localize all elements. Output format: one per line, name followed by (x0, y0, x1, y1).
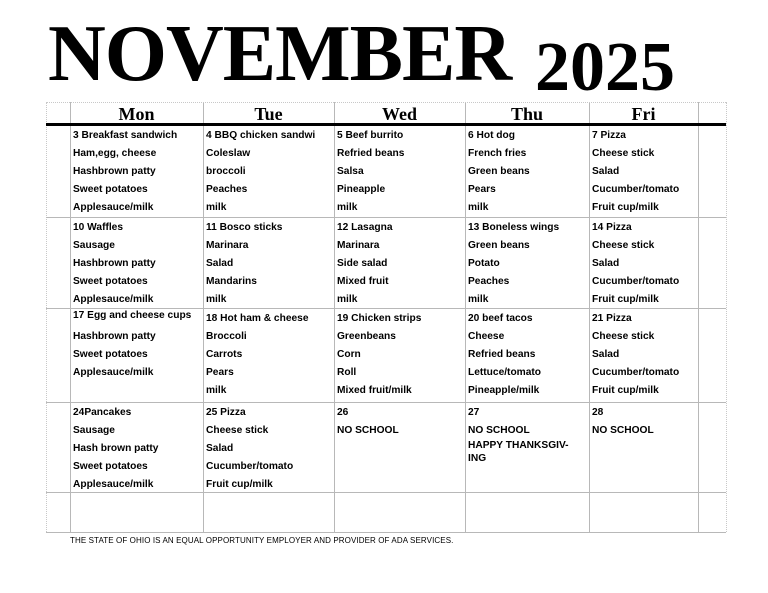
menu-item: milk (337, 294, 358, 305)
menu-item: Sweet potatoes (73, 276, 148, 287)
menu-item: Mandarins (206, 276, 257, 287)
menu-item: Sausage (73, 240, 115, 251)
date-and-entree: 6 Hot dog (468, 130, 515, 141)
menu-item: Salad (206, 258, 234, 269)
menu-item: Refried beans (468, 349, 536, 360)
menu-item: NO SCHOOL (592, 425, 654, 436)
calendar-grid (46, 102, 726, 532)
day-cell (203, 308, 334, 402)
day-cell (334, 308, 465, 402)
menu-item: Roll (337, 367, 357, 378)
menu-item: Fruit cup/milk (592, 202, 659, 213)
day-header-wed: Wed (381, 104, 417, 124)
menu-item: Ham,egg, cheese (73, 148, 157, 159)
day-cell (203, 217, 334, 308)
menu-item: HAPPY THANKSGIV-ING (468, 440, 569, 464)
menu-item: Peaches (206, 184, 248, 195)
menu-item: Side salad (337, 258, 388, 269)
day-header-thu: Thu (510, 104, 544, 124)
menu-item: milk (468, 202, 489, 213)
day-cell (465, 217, 589, 308)
menu-item: Cheese stick (206, 425, 269, 436)
menu-item: Applesauce/milk (73, 479, 154, 490)
day-cell (70, 125, 203, 217)
menu-item: Mixed fruit (337, 276, 389, 287)
menu-item: Pineapple/milk (468, 385, 540, 396)
day-cell (589, 125, 698, 217)
day-cell (70, 402, 203, 492)
menu-item: Cheese stick (592, 240, 655, 251)
date-and-entree: 17 Egg and cheese cups (73, 310, 192, 321)
menu-item: Salsa (337, 166, 364, 177)
menu-item: Marinara (337, 240, 380, 251)
title-year: 2025 (535, 29, 675, 106)
day-header-fri: Fri (631, 104, 656, 124)
grid-hline (46, 532, 726, 533)
menu-item: Green beans (468, 166, 530, 177)
menu-item: milk (337, 202, 358, 213)
menu-item: NO SCHOOL (468, 425, 530, 436)
menu-item: Marinara (206, 240, 249, 251)
menu-item: Cheese stick (592, 331, 655, 342)
menu-item: Refried beans (337, 148, 405, 159)
date-and-entree: 4 BBQ chicken sandwi (206, 130, 316, 141)
date-and-entree: 5 Beef burrito (337, 130, 404, 141)
date-and-entree: 18 Hot ham & cheese (206, 313, 309, 324)
date-and-entree: 27 (468, 407, 480, 418)
day-cell (465, 125, 589, 217)
day-cell (203, 125, 334, 217)
menu-item: Cheese (468, 331, 505, 342)
date-and-entree: 3 Breakfast sandwich (73, 130, 178, 141)
menu-item: Cucumber/tomato (592, 367, 680, 378)
date-and-entree: 21 Pizza (592, 313, 632, 324)
date-and-entree: 26 (337, 407, 349, 418)
menu-item: Cucumber/tomato (206, 461, 294, 472)
menu-item: Applesauce/milk (73, 202, 154, 213)
date-and-entree: 20 beef tacos (468, 313, 533, 324)
day-cell (465, 402, 589, 492)
date-and-entree: 13 Boneless wings (468, 222, 560, 233)
date-and-entree: 11 Bosco sticks (206, 222, 283, 233)
date-and-entree: 19 Chicken strips (337, 313, 422, 324)
menu-item: French fries (468, 148, 527, 159)
menu-item: Mixed fruit/milk (337, 385, 412, 396)
menu-item: Carrots (206, 349, 243, 360)
grid-vline (46, 102, 47, 532)
menu-item: Broccoli (206, 331, 247, 342)
menu-item: Pears (468, 184, 496, 195)
menu-item: Hashbrown patty (73, 330, 156, 342)
grid-vline (698, 102, 699, 532)
grid-vline (726, 102, 727, 532)
menu-item: Lettuce/tomato (468, 367, 542, 378)
menu-item: Cucumber/tomato (592, 276, 680, 287)
menu-item: Green beans (468, 240, 530, 251)
menu-item: Coleslaw (206, 148, 251, 159)
footer-disclaimer: THE STATE OF OHIO IS AN EQUAL OPPORTUNITY EMPLOYER AND PROVIDER OF ADA SERVICES. (70, 536, 454, 545)
menu-item: Salad (592, 166, 620, 177)
menu-item: Hash brown patty (73, 443, 159, 454)
date-and-entree: 28 (592, 407, 604, 418)
menu-item: Fruit cup/milk (206, 479, 273, 490)
menu-item: milk (468, 294, 489, 305)
day-header-tue: Tue (254, 104, 283, 124)
menu-item: NO SCHOOL (337, 425, 399, 436)
menu-item: Salad (592, 258, 620, 269)
menu-item: Salad (592, 349, 620, 360)
menu-item: broccoli (206, 166, 246, 177)
menu-item: Sweet potatoes (73, 184, 148, 195)
date-and-entree: 24Pancakes (73, 407, 132, 418)
menu-item: Sweet potatoes (73, 461, 148, 472)
menu-item: Sausage (73, 425, 115, 436)
day-cell (589, 308, 698, 402)
menu-item: Pineapple (337, 184, 386, 195)
menu-item: milk (206, 294, 227, 305)
day-cell (589, 217, 698, 308)
date-and-entree: 7 Pizza (592, 130, 626, 141)
day-cell (334, 125, 465, 217)
menu-item: Hashbrown patty (73, 258, 156, 269)
day-cell (70, 217, 203, 308)
menu-item: milk (206, 385, 227, 396)
day-cell (589, 402, 698, 492)
date-and-entree: 14 Pizza (592, 222, 632, 233)
day-cell (203, 402, 334, 492)
menu-item: Salad (206, 443, 234, 454)
title-month: NOVEMBER (48, 10, 512, 98)
day-cell (70, 308, 203, 402)
menu-item: milk (206, 202, 227, 213)
day-cell (334, 217, 465, 308)
day-cell (334, 402, 465, 492)
day-cell (465, 308, 589, 402)
menu-item: Corn (337, 349, 361, 360)
menu-item: Sweet potatoes (73, 348, 148, 360)
date-and-entree: 25 Pizza (206, 407, 246, 418)
menu-item: Cheese stick (592, 148, 655, 159)
menu-item: Fruit cup/milk (592, 385, 659, 396)
menu-item: Fruit cup/milk (592, 294, 659, 305)
date-and-entree: 10 Waffles (73, 222, 124, 233)
day-header-mon: Mon (118, 104, 155, 124)
menu-item: Pears (206, 367, 234, 378)
menu-item: Greenbeans (337, 331, 396, 342)
menu-item: Hashbrown patty (73, 166, 156, 177)
calendar-title (0, 8, 768, 106)
date-and-entree: 12 Lasagna (337, 222, 393, 233)
menu-item: Applesauce/milk (73, 366, 154, 378)
menu-item: Peaches (468, 276, 510, 287)
menu-item: Potato (468, 258, 500, 269)
menu-item: Cucumber/tomato (592, 184, 680, 195)
menu-item: Applesauce/milk (73, 294, 154, 305)
